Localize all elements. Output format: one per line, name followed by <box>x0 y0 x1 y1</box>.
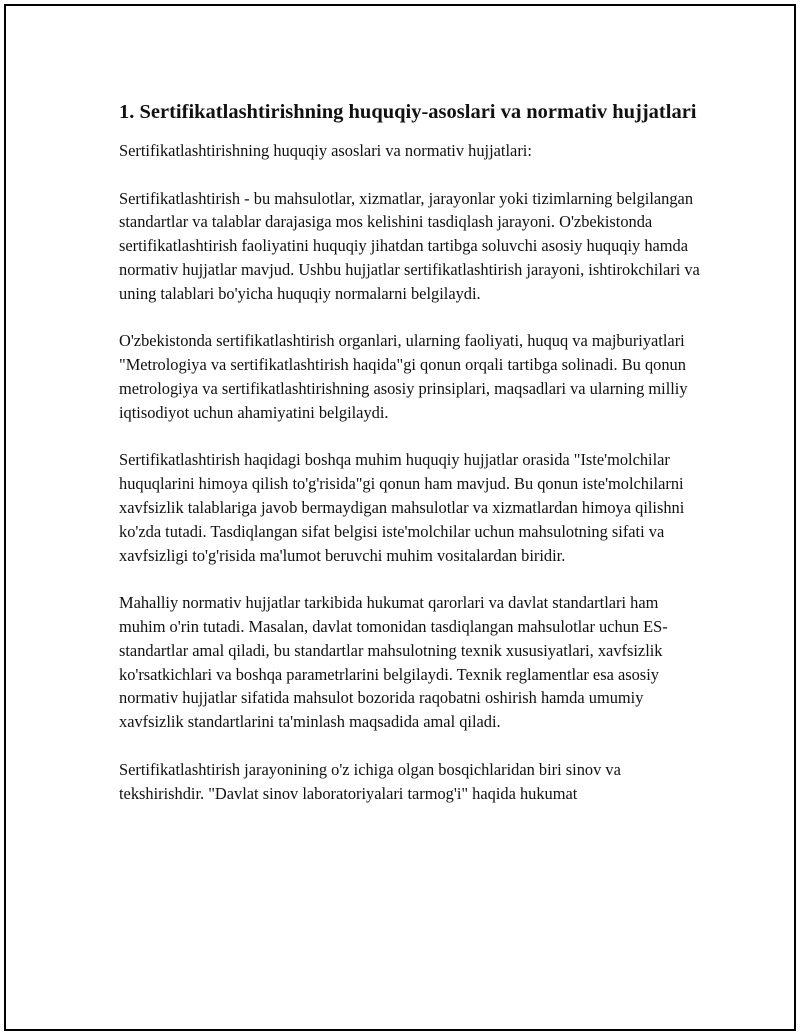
document-heading: 1. Sertifikatlashtirishning huquqiy-asoslari va normativ hujjatlari <box>119 101 697 123</box>
paragraph-definition: Sertifikatlashtirish - bu mahsulotlar, xizmatlar, jarayonlar yoki tizimlarning belgilangan standartlar va talablar darajasiga mos kelishini tasdiqlash jarayoni. O'zbekistonda sertifikatlashtirish faoliyatini huquqiy jihatdan tartibga soluvchi asosiy huquqiy hamda normativ hujjatlar mavjud. Ushbu hujjatlar sertifikatlashtirish jarayoni, ishtirokchilari va uning talablari bo'yicha huquqiy normalarni belgilaydi. <box>119 188 700 303</box>
paragraph-consumer-law: Sertifikatlashtirish haqidagi boshqa muhim huquqiy hujjatlar orasida "Iste'molchilar huquqlarini himoya qilish to'g'risida"gi qonun ham mavjud. Bu qonun iste'molchilarni xavfsizlik talablariga javob bermaydigan mahsulotlar va xizmatlardan himoya qilishni ko'zda tutadi. Tasdiqlangan sifat belgisi iste'molchilar uchun mahsulotning sifati va xavfsizligi to'g'risida ma'lumot beruvchi muhim vositalardan biridir. <box>119 450 685 565</box>
document-body <box>119 98 704 829</box>
page-frame <box>4 4 796 1031</box>
paragraph-local-regulations: Mahalliy normativ hujjatlar tarkibida hukumat qarorlari va davlat standartlari ham muhim o'rin tutadi. Masalan, davlat tomonidan tasdiqlangan mahsulotlar uchun ES-standartlar amal qiladi, bu standartlar mahsulotning texnik xususiyatlari, xavfsizlik ko'rsatkichlari va boshqa parametrlarini belgilaydi. Texnik reglamentlar esa asosiy normativ hujjatlar sifatida mahsulot bozorida raqobatni oshirish hamda umumiy xavfsizlik standartlarini ta'minlash maqsadida amal qiladi. <box>119 593 668 732</box>
paragraph-intro: Sertifikatlashtirishning huquqiy asoslari va normativ hujjatlari: <box>119 141 532 160</box>
paragraph-metrology-law: O'zbekistonda sertifikatlashtirish organlari, ularning faoliyati, huquq va majburiyatlari "Metrologiya va sertifikatlashtirish haqida"gi qonun orqali tartibga solinadi. Bu qonun metrologiya va sertifikatlashtirishning asosiy prinsiplari, maqsadlari va ularning milliy iqtisodiyot uchun ahamiyatini belgilaydi. <box>119 331 688 422</box>
paragraph-testing: Sertifikatlashtirish jarayonining o'z ichiga olgan bosqichlaridan biri sinov va tekshirishdir. "Davlat sinov laboratoriyalari tarmog'i" haqida hukumat <box>119 759 621 803</box>
